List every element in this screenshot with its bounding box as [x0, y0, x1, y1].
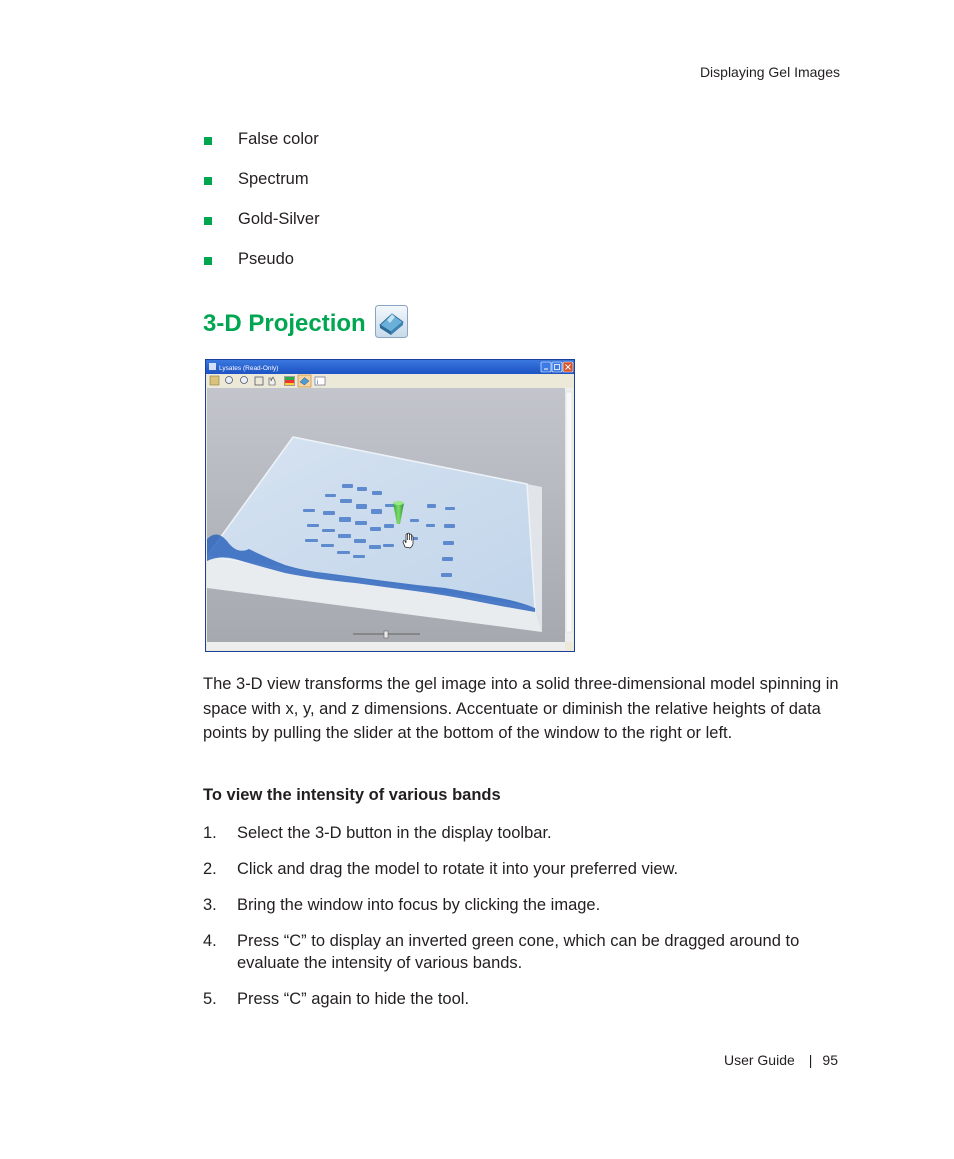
list-item: Spectrum: [203, 170, 320, 210]
running-header: Displaying Gel Images: [699, 64, 840, 80]
section-title: 3-D Projection: [203, 310, 366, 337]
footer-separator: |: [808, 1052, 813, 1068]
footer-label: User Guide: [723, 1052, 795, 1068]
list-item: Pseudo: [203, 250, 320, 290]
list-item: 1. Select the 3-D button in the display toolbar.: [203, 824, 552, 842]
procedure-title: To view the intensity of various bands: [203, 786, 501, 804]
app-icon: [209, 363, 216, 370]
horizontal-scrollbar[interactable]: [207, 642, 565, 650]
open-icon[interactable]: [210, 376, 219, 385]
list-item: False color: [203, 130, 320, 170]
section-heading: [203, 305, 408, 338]
bullet-square-icon: [204, 217, 212, 225]
color-options-list: [203, 130, 320, 290]
3d-view-description: The 3-D view transforms the gel image into a solid three-dimensional model spinning in space with x, y, and z dimensions. Accentuate or diminish the relative heights of data points by pulling the slider at the bottom of the window to the right or left.: [203, 675, 839, 742]
minimize-button[interactable]: [541, 362, 551, 372]
page-footer: [724, 1052, 838, 1068]
window-title: Lysates (Read-Only): [219, 365, 279, 372]
3d-projection-icon: [375, 305, 408, 338]
list-item: 3. Bring the window into focus by clicking the image.: [203, 896, 601, 914]
svg-text:i: i: [317, 380, 319, 386]
zoom-out-icon[interactable]: [241, 377, 248, 384]
list-item: 4. Press “C” to display an inverted green cone, which can be dragged around to evaluate the intensity of various bands.: [203, 932, 800, 972]
page-number: 95: [822, 1052, 838, 1068]
list-item: 5. Press “C” again to hide the tool.: [203, 990, 470, 1008]
zoom-in-icon[interactable]: [226, 377, 233, 384]
list-item: 2. Click and drag the model to rotate it into your preferred view.: [203, 860, 679, 878]
procedure-steps: [203, 822, 843, 1024]
bullet-square-icon: [204, 257, 212, 265]
list-item: Gold-Silver: [203, 210, 320, 250]
bullet-square-icon: [204, 137, 212, 145]
bullet-square-icon: [204, 177, 212, 185]
3d-view-screenshot: [205, 359, 575, 652]
maximize-button[interactable]: [552, 362, 562, 372]
